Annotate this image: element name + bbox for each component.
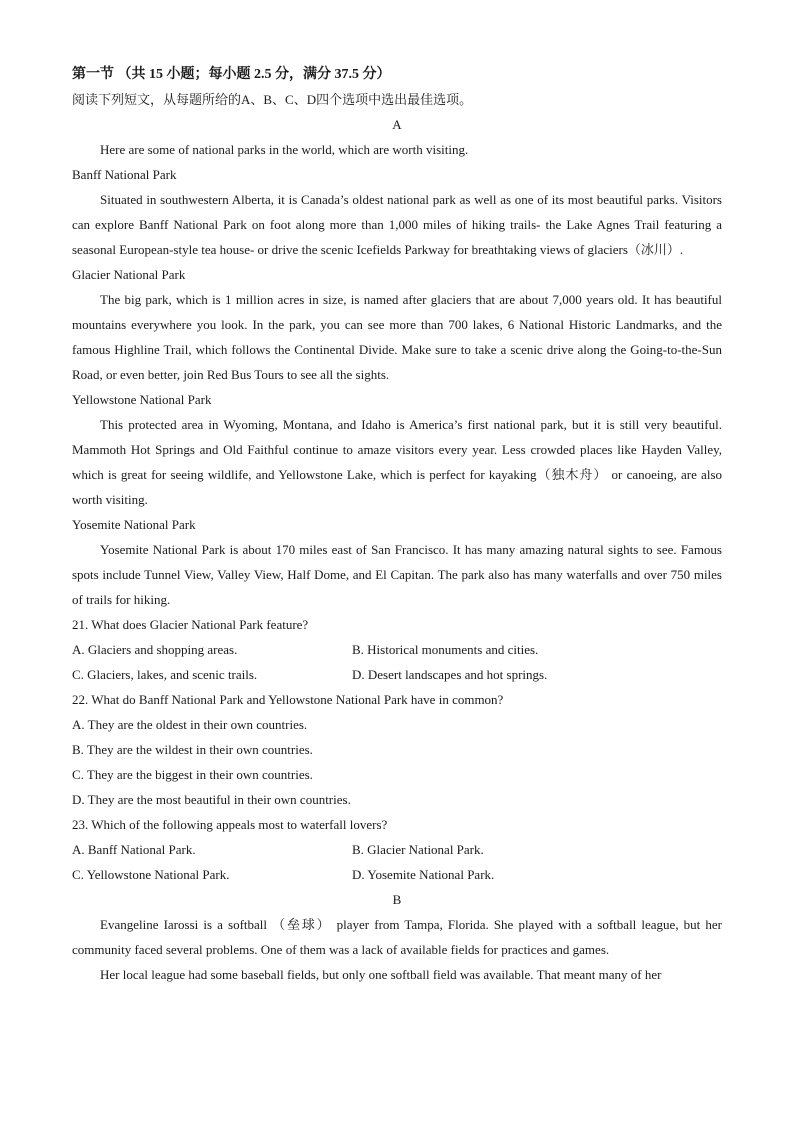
- question-23-stem: 23. Which of the following appeals most to waterfall lovers?: [72, 817, 388, 832]
- park-text-glacier: The big park, which is 1 million acres in size, is named after glaciers that are about 7,000 years old. It has beautiful mountains everywhere you look. In the park, you can see more than 700 lakes, 6 National Historic Landmarks, and the famous Highline Trail, which follows the Continental Divide. Make sure to take a scenic drive along the Going-to-the-Sun Road, or even better, join Red Bus Tours to see all the sights.: [72, 292, 722, 382]
- exam-page: [72, 62, 722, 987]
- question-21-options-row-1: [72, 637, 722, 662]
- question-23-options-row-1: [72, 837, 722, 862]
- question-23-option-a: A. Banff National Park.: [72, 842, 196, 857]
- question-22-stem: 22. What do Banff National Park and Yellowstone National Park have in common?: [72, 692, 504, 707]
- question-21-option-b: B. Historical monuments and cities.: [352, 642, 539, 657]
- passage-a-intro: Here are some of national parks in the world, which are worth visiting.: [100, 142, 469, 157]
- park-text-yosemite: Yosemite National Park is about 170 miles east of San Francisco. It has many amazing natural sights to see. Famous spots include Tunnel View, Valley View, Half Dome, and El Capitan. The park also has many waterfalls and over 750 miles of trails for hiking.: [72, 542, 722, 607]
- section-title: 第一节 （共 15 小题；每小题 2.5 分，满分 37.5 分）: [72, 67, 391, 82]
- park-name-banff: Banff National Park: [72, 167, 177, 182]
- question-21-options-row-2: [72, 662, 722, 687]
- question-23-option-c: C. Yellowstone National Park.: [72, 867, 230, 882]
- park-name-yellowstone: Yellowstone National Park: [72, 392, 212, 407]
- question-23-option-b: B. Glacier National Park.: [352, 842, 484, 857]
- question-22-option-a: A. They are the oldest in their own countries.: [72, 717, 308, 732]
- question-22-option-c: C. They are the biggest in their own countries.: [72, 767, 313, 782]
- question-21-stem: 21. What does Glacier National Park feature?: [72, 617, 309, 632]
- question-23-option-d: D. Yosemite National Park.: [352, 867, 495, 882]
- question-22-option-b: B. They are the wildest in their own countries.: [72, 742, 313, 757]
- question-21-option-a: A. Glaciers and shopping areas.: [72, 642, 238, 657]
- question-23-options-row-2: [72, 862, 722, 887]
- section-instruction: 阅读下列短文，从每题所给的A、B、C、D四个选项中选出最佳选项。: [72, 92, 473, 107]
- park-name-glacier: Glacier National Park: [72, 267, 186, 282]
- park-name-yosemite: Yosemite National Park: [72, 517, 196, 532]
- passage-b-paragraph-2: Her local league had some baseball fields, but only one softball field was available. That meant many of her: [100, 967, 662, 982]
- question-22-option-d: D. They are the most beautiful in their own countries.: [72, 792, 351, 807]
- park-text-yellowstone: This protected area in Wyoming, Montana, and Idaho is America’s first national park, but it is still very beautiful. Mammoth Hot Springs and Old Faithful continue to amaze visitors every year. Less crowded places like Hayden Valley, which is great for seeing wildlife, and Yellowstone Lake, which is perfect for kayaking（独木舟） or canoeing, are also worth visiting.: [72, 417, 722, 507]
- passage-b-label: B: [392, 892, 402, 907]
- passage-b-paragraph-1: Evangeline Iarossi is a softball （垒球） player from Tampa, Florida. She played with a softball league, but her community faced several problems. One of them was a lack of available fields for practices and games.: [72, 917, 722, 957]
- question-21-option-d: D. Desert landscapes and hot springs.: [352, 667, 548, 682]
- passage-a-label: A: [392, 117, 402, 132]
- question-21-option-c: C. Glaciers, lakes, and scenic trails.: [72, 667, 258, 682]
- park-text-banff: Situated in southwestern Alberta, it is Canada’s oldest national park as well as one of its most beautiful parks. Visitors can explore Banff National Park on foot along more than 1,000 miles of hiking trails- the Lake Agnes Trail featuring a seasonal European-style tea house- or drive the scenic Icefields Parkway for breathtaking views of glaciers（冰川）.: [72, 192, 722, 257]
